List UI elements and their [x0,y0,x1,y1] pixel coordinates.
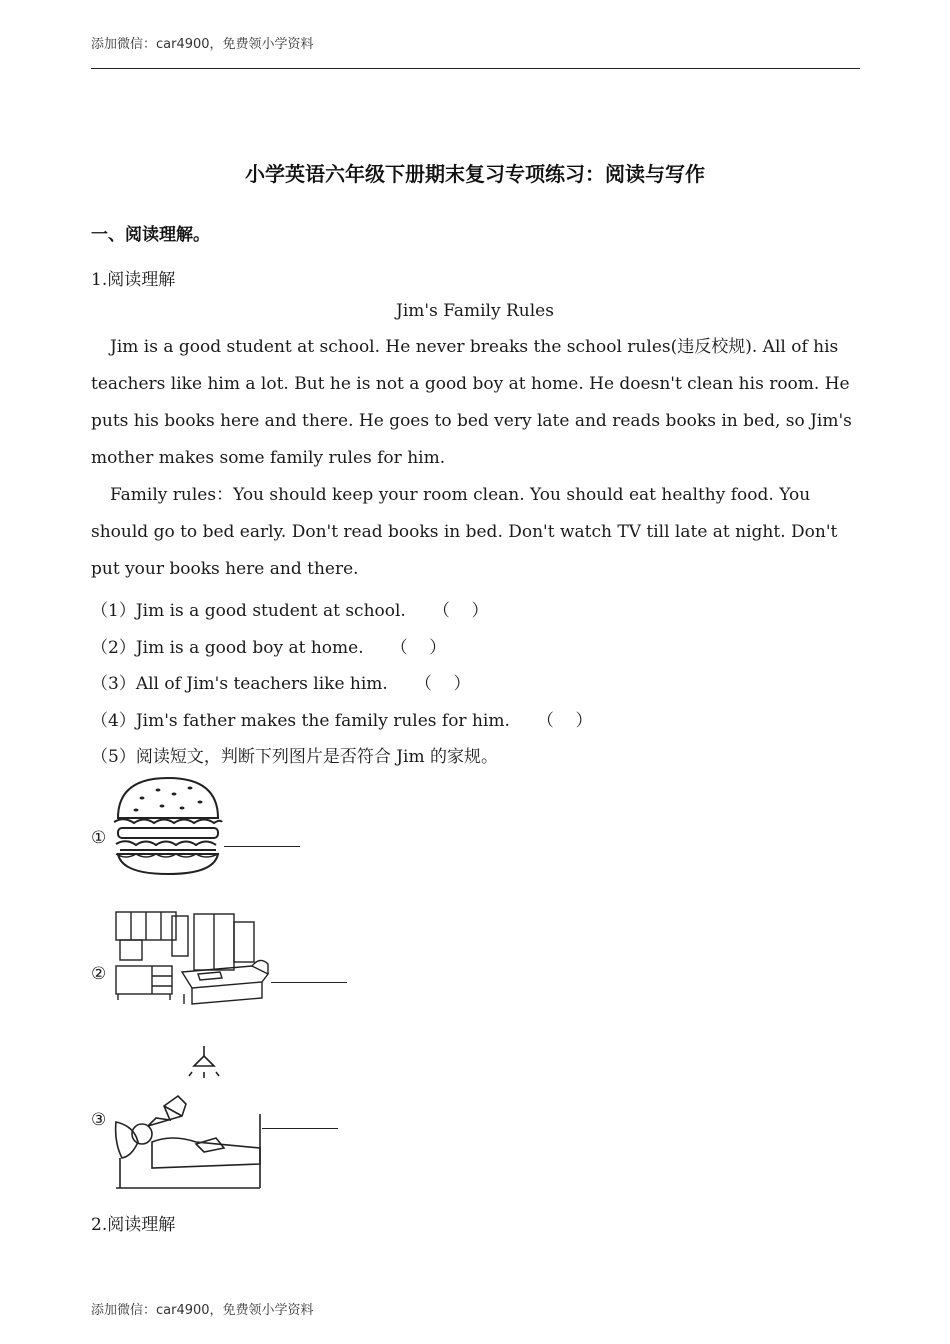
tidy-bedroom-icon [112,908,272,1008]
question-item: （4）Jim's father makes the family rules for him. （ ） [91,711,593,731]
picture-number: ③ [91,1110,107,1130]
passage-title: Jim's Family Rules [396,301,554,321]
hamburger-icon [112,774,224,878]
page-title: 小学英语六年级下册期末复习专项练习：阅读与写作 [245,162,705,186]
answer-blank[interactable] [262,1128,338,1129]
reading-in-bed-icon [112,1046,264,1190]
question-item: （3）All of Jim's teachers like him. （ ） [91,674,471,694]
section-heading: 一、阅读理解。 [91,225,210,245]
picture-number: ② [91,964,107,984]
question-item: （5）阅读短文，判断下列图片是否符合 Jim 的家规。 [91,747,498,767]
question-item: （1）Jim is a good student at school. （ ） [91,601,489,621]
header-note: 添加微信：car4900，免费领小学资料 [91,37,314,52]
question-item: （2）Jim is a good boy at home. （ ） [91,638,447,658]
picture-number: ① [91,828,107,848]
footer-note: 添加微信：car4900，免费领小学资料 [91,1303,314,1318]
question-1-label: 1.阅读理解 [91,270,176,290]
passage-paragraph: Family rules：You should keep your room clean. You should eat healthy food. You should go to bed early. Don't read books in bed. Don't watch TV till late at night. Don't put your books here and there. [91,485,838,579]
answer-blank[interactable] [271,982,347,983]
question-2-label: 2.阅读理解 [91,1215,176,1235]
answer-blank[interactable] [224,846,300,847]
header-divider [91,68,860,69]
passage-paragraph: Jim is a good student at school. He never breaks the school rules(违反校规). All of his teachers like him a lot. But he is not a good boy at home. He doesn't clean his room. He puts his books here and there. He goes to bed very late and reads books in bed, so Jim's mother makes some family rules for him. [91,337,852,468]
